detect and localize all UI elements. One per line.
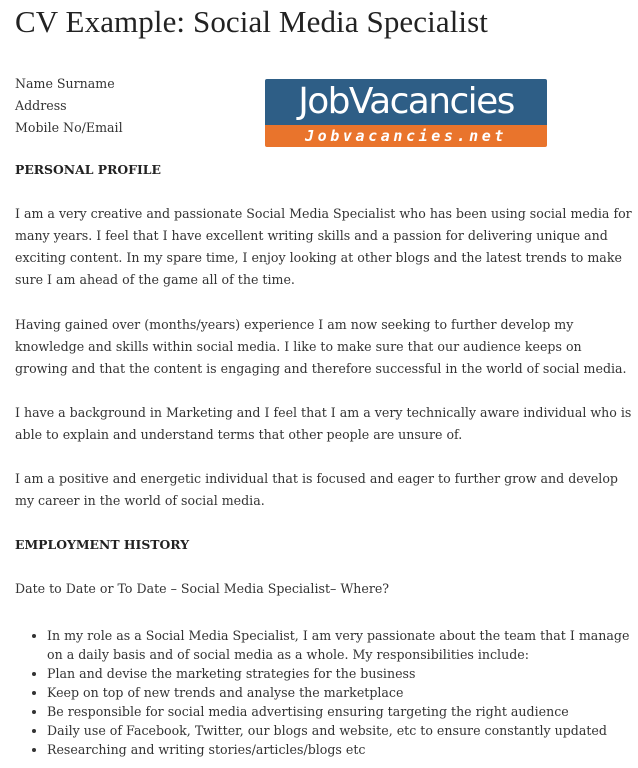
cv-page — [15, 0, 633, 757]
list-item: • Keep on top of new trends and analyse the marketplace — [47, 683, 637, 702]
profile-paragraph-2: Having gained over (months/years) experience I am now seeking to further develop my knowledge and skills within social media. I like to make sure that our audience keeps on growing and that the content is engaging and therefore successful in the world of social media. — [15, 317, 627, 376]
contact-name: Name Surname — [15, 76, 115, 91]
contact-address: Address — [15, 98, 67, 113]
contact-block — [15, 73, 123, 139]
employment-role-line: Date to Date or To Date – Social Media Specialist– Where? — [15, 581, 390, 596]
logo-sub-text: Jobvacancies.net — [265, 125, 547, 147]
contact-mobile-email: Mobile No/Email — [15, 120, 123, 135]
list-item: • Plan and devise the marketing strategies for the business — [47, 664, 637, 683]
employment-history-heading: EMPLOYMENT HISTORY — [15, 537, 190, 552]
page-title: CV Example: Social Media Specialist — [15, 4, 489, 39]
list-item: • Researching and writing stories/articles/blogs etc — [47, 740, 637, 759]
profile-paragraph-4: I am a positive and energetic individual that is focused and eager to further grow and develop my career in the world of social media. — [15, 471, 618, 508]
responsibilities-list — [15, 626, 637, 759]
list-item: • In my role as a Social Media Specialist, I am very passionate about the team that I manage on a daily basis and of social media as a whole. My responsibilities include: — [47, 626, 637, 664]
profile-paragraph-3: I have a background in Marketing and I feel that I am a very technically aware individual who is able to explain and understand terms that other people are unsure of. — [15, 405, 632, 442]
profile-paragraph-1: I am a very creative and passionate Social Media Specialist who has been using social media for many years. I feel that I have excellent writing skills and a passion for delivering unique and exciting content. In my spare time, I enjoy looking at other blogs and the latest trends to make sure I am ahead of the game all of the time. — [15, 206, 632, 287]
list-item: • Daily use of Facebook, Twitter, our blogs and website, etc to ensure constantly updated — [47, 721, 637, 740]
list-item: • Be responsible for social media advertising ensuring targeting the right audience — [47, 702, 637, 721]
logo-main-text: JobVacancies — [265, 79, 547, 125]
personal-profile-heading: PERSONAL PROFILE — [15, 162, 161, 177]
jobvacancies-logo — [265, 79, 547, 147]
